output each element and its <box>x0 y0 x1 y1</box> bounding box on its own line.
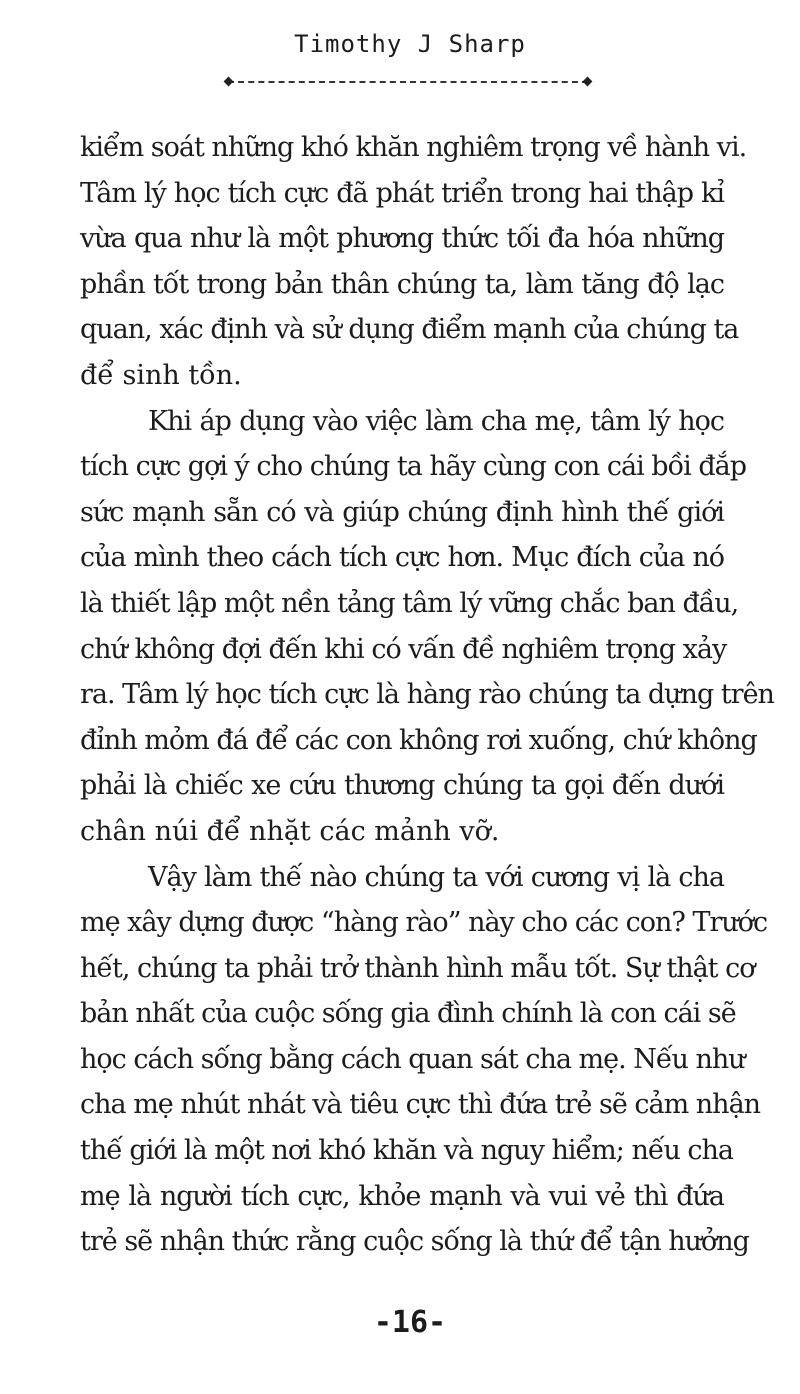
text-line: thế giới là một nơi khó khăn và nguy hiểm; nếu cha <box>80 1135 734 1167</box>
header-divider <box>228 81 588 83</box>
page-number: -16- <box>373 1305 447 1340</box>
text-line: của mình theo cách tích cực hơn. Mục đích của nó <box>80 542 724 574</box>
text-line: chứ không đợi đến khi có vấn đề nghiêm trọng xảy <box>80 633 727 665</box>
text-line: cha mẹ nhút nhát và tiêu cực thì đứa trẻ sẽ cảm nhận <box>80 1089 761 1121</box>
text-line: mẹ xây dựng được “hàng rào” này cho các con? Trước <box>80 907 768 939</box>
text-line: Vậy làm thế nào chúng ta với cương vị là cha <box>148 861 724 893</box>
body-text <box>80 125 774 1265</box>
text-line: ra. Tâm lý học tích cực là hàng rào chúng ta dựng trên <box>80 679 774 711</box>
text-line: chân núi để nhặt các mảnh vỡ. <box>80 815 500 847</box>
text-line: mẹ là người tích cực, khỏe mạnh và vui vẻ thì đứa <box>80 1180 724 1212</box>
text-line: hết, chúng ta phải trở thành hình mẫu tốt. Sự thật cơ <box>80 952 755 984</box>
text-line: phải là chiếc xe cứu thương chúng ta gọi đến dưới <box>80 770 724 802</box>
text-line: bản nhất của cuộc sống gia đình chính là con cái sẽ <box>80 998 736 1030</box>
text-line: vừa qua như là một phương thức tối đa hóa những <box>80 223 724 255</box>
paragraph-1 <box>80 125 747 399</box>
author-name: Timothy J Sharp <box>294 30 526 58</box>
text-line: là thiết lập một nền tảng tâm lý vững chắc ban đầu, <box>80 587 739 619</box>
text-line: học cách sống bằng cách quan sát cha mẹ. Nếu như <box>80 1043 745 1075</box>
divider-left-ornament <box>224 77 234 87</box>
divider-right-ornament <box>583 77 593 87</box>
paragraph-2 <box>80 399 774 855</box>
text-line: phần tốt trong bản thân chúng ta, làm tăng độ lạc <box>80 268 724 300</box>
text-line: Khi áp dụng vào việc làm cha mẹ, tâm lý học <box>148 405 724 437</box>
text-line: kiểm soát những khó khăn nghiêm trọng về hành vi. <box>80 132 747 163</box>
text-line: trẻ sẽ nhận thức rằng cuộc sống là thứ để tận hưởng <box>80 1226 749 1258</box>
paragraph-3 <box>80 855 768 1265</box>
text-line: Tâm lý học tích cực đã phát triển trong hai thập kỉ <box>80 177 724 209</box>
text-line: để sinh tồn. <box>80 359 242 391</box>
text-line: quan, xác định và sử dụng điểm mạnh của chúng ta <box>80 314 739 346</box>
text-line: sức mạnh sẵn có và giúp chúng định hình thế giới <box>80 496 724 528</box>
text-line: đỉnh mỏm đá để các con không rơi xuống, chứ không <box>80 724 757 756</box>
text-line: tích cực gợi ý cho chúng ta hãy cùng con cái bồi đắp <box>80 451 746 483</box>
running-header <box>0 30 800 58</box>
